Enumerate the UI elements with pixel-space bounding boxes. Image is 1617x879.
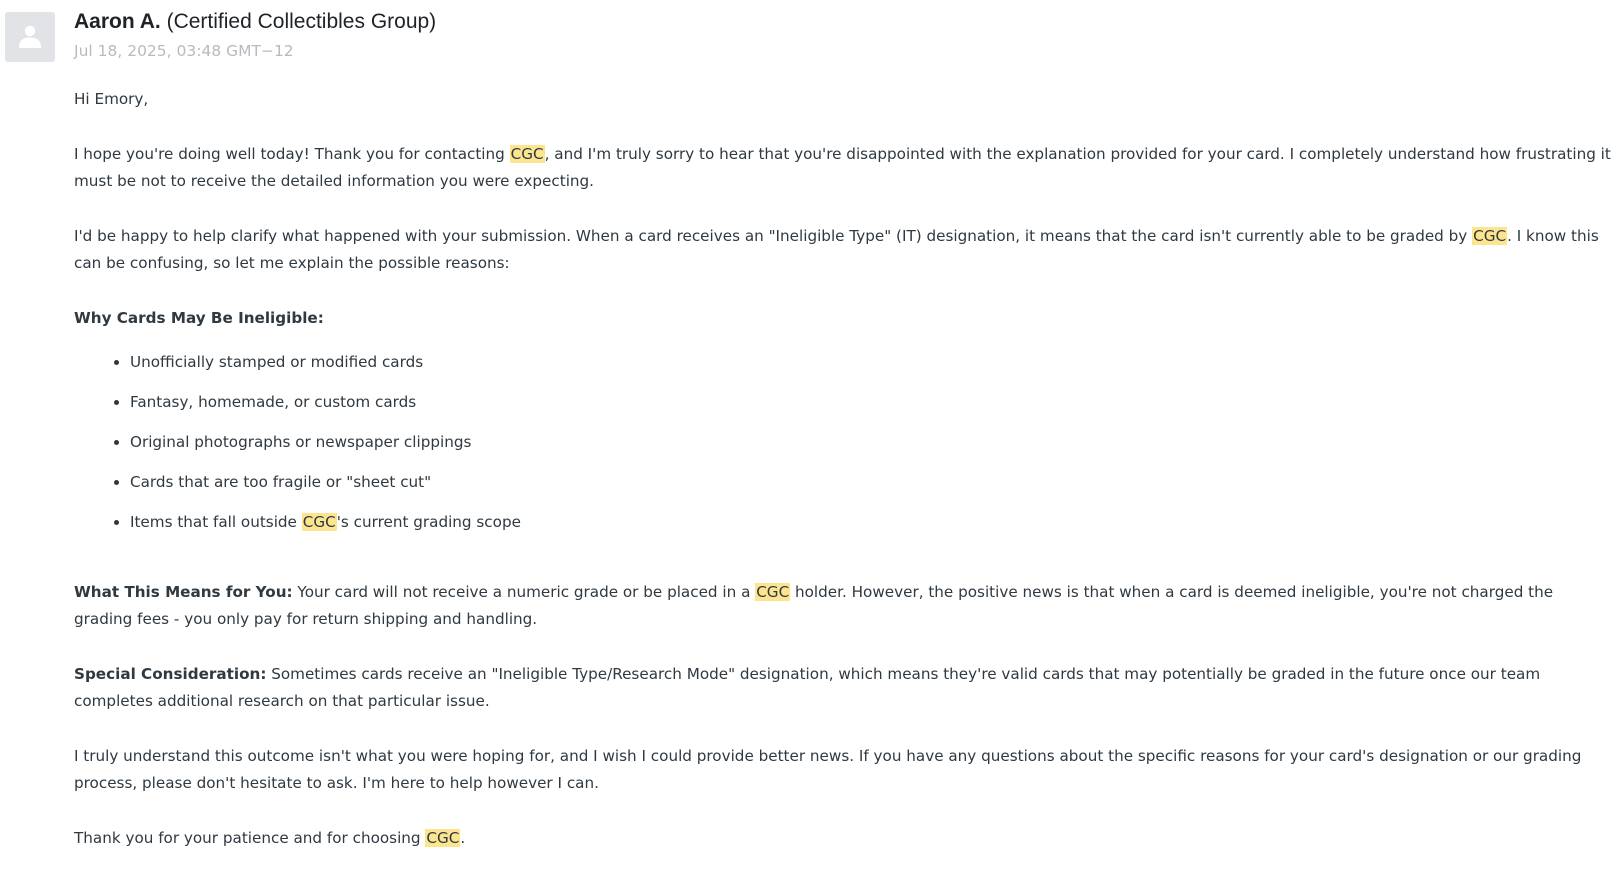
paragraph-text: , and I'm truly sorry to hear that you're disappointed with the explanation provided for your card. I completely understand how frustrating it must be not to receive the detailed information you were expecting. <box>74 144 1611 190</box>
paragraph-thanks <box>74 141 1614 196</box>
list-item: • Cards that are too fragile or "sheet cut" <box>130 469 1614 497</box>
highlight-cgc: CGC <box>1473 226 1507 245</box>
paragraph-text: . <box>460 828 466 847</box>
message-header <box>74 10 436 60</box>
sender-name[interactable]: Aaron A. <box>74 10 161 33</box>
list-item: • Unofficially stamped or modified cards <box>130 349 1614 377</box>
paragraph-understand: I truly understand this outcome isn't what you were hoping for, and I wish I could provide better news. If you have any questions about the specific reasons for your card's designation or our grading process, please don't hesitate to ask. I'm here to help however I can. <box>74 746 1582 792</box>
section-heading-why <box>74 305 1614 333</box>
list-item-text: Items that fall outside <box>130 513 302 531</box>
paragraph-text: Thank you for your patience and for choosing <box>74 828 426 847</box>
sender <box>74 10 436 34</box>
sender-org: (Certified Collectibles Group) <box>166 10 437 33</box>
list-item-text: 's current grading scope <box>336 513 521 531</box>
reasons-list <box>74 349 1614 537</box>
paragraph-text: Your card will not receive a numeric grade or be placed in a <box>292 582 756 601</box>
heading-text: Why Cards May Be Ineligible: <box>74 308 324 327</box>
paragraph-special <box>74 661 1614 716</box>
paragraph-text: . I know this can be confusing, so let me explain the possible reasons: <box>74 226 1599 272</box>
highlight-cgc: CGC <box>302 513 336 531</box>
paragraph-text: Sometimes cards receive an "Ineligible Type/Research Mode" designation, which means they're valid cards that may potentially be graded in the future once our team completes additional research on that particular issue. <box>74 664 1541 710</box>
greeting: Hi Emory, <box>74 90 149 108</box>
paragraph-text: I'd be happy to help clarify what happened with your submission. When a card receives an "Ineligible Type" (IT) designation, it means that the card isn't currently able to be graded by <box>74 226 1473 245</box>
means-label: What This Means for You: <box>74 582 293 601</box>
user-icon <box>18 24 42 48</box>
message-body <box>74 86 1614 879</box>
list-item: • Original photographs or newspaper clippings <box>130 429 1614 457</box>
timestamp: Jul 18, 2025, 03:48 GMT−12 <box>74 42 294 60</box>
highlight-cgc: CGC <box>510 144 544 163</box>
paragraph-means <box>74 579 1614 634</box>
highlight-cgc: CGC <box>426 828 460 847</box>
avatar <box>5 12 55 62</box>
paragraph-closing <box>74 825 1614 853</box>
paragraph-clarify <box>74 223 1614 278</box>
list-item <box>130 509 1614 537</box>
list-item: • Fantasy, homemade, or custom cards <box>130 389 1614 417</box>
special-label: Special Consideration: <box>74 664 267 683</box>
paragraph-text: holder. However, the positive news is that when a card is deemed ineligible, you're not charged the grading fees - you only pay for return shipping and handling. <box>74 582 1554 628</box>
highlight-cgc: CGC <box>756 582 790 601</box>
paragraph-text: I hope you're doing well today! Thank you for contacting <box>74 144 510 163</box>
